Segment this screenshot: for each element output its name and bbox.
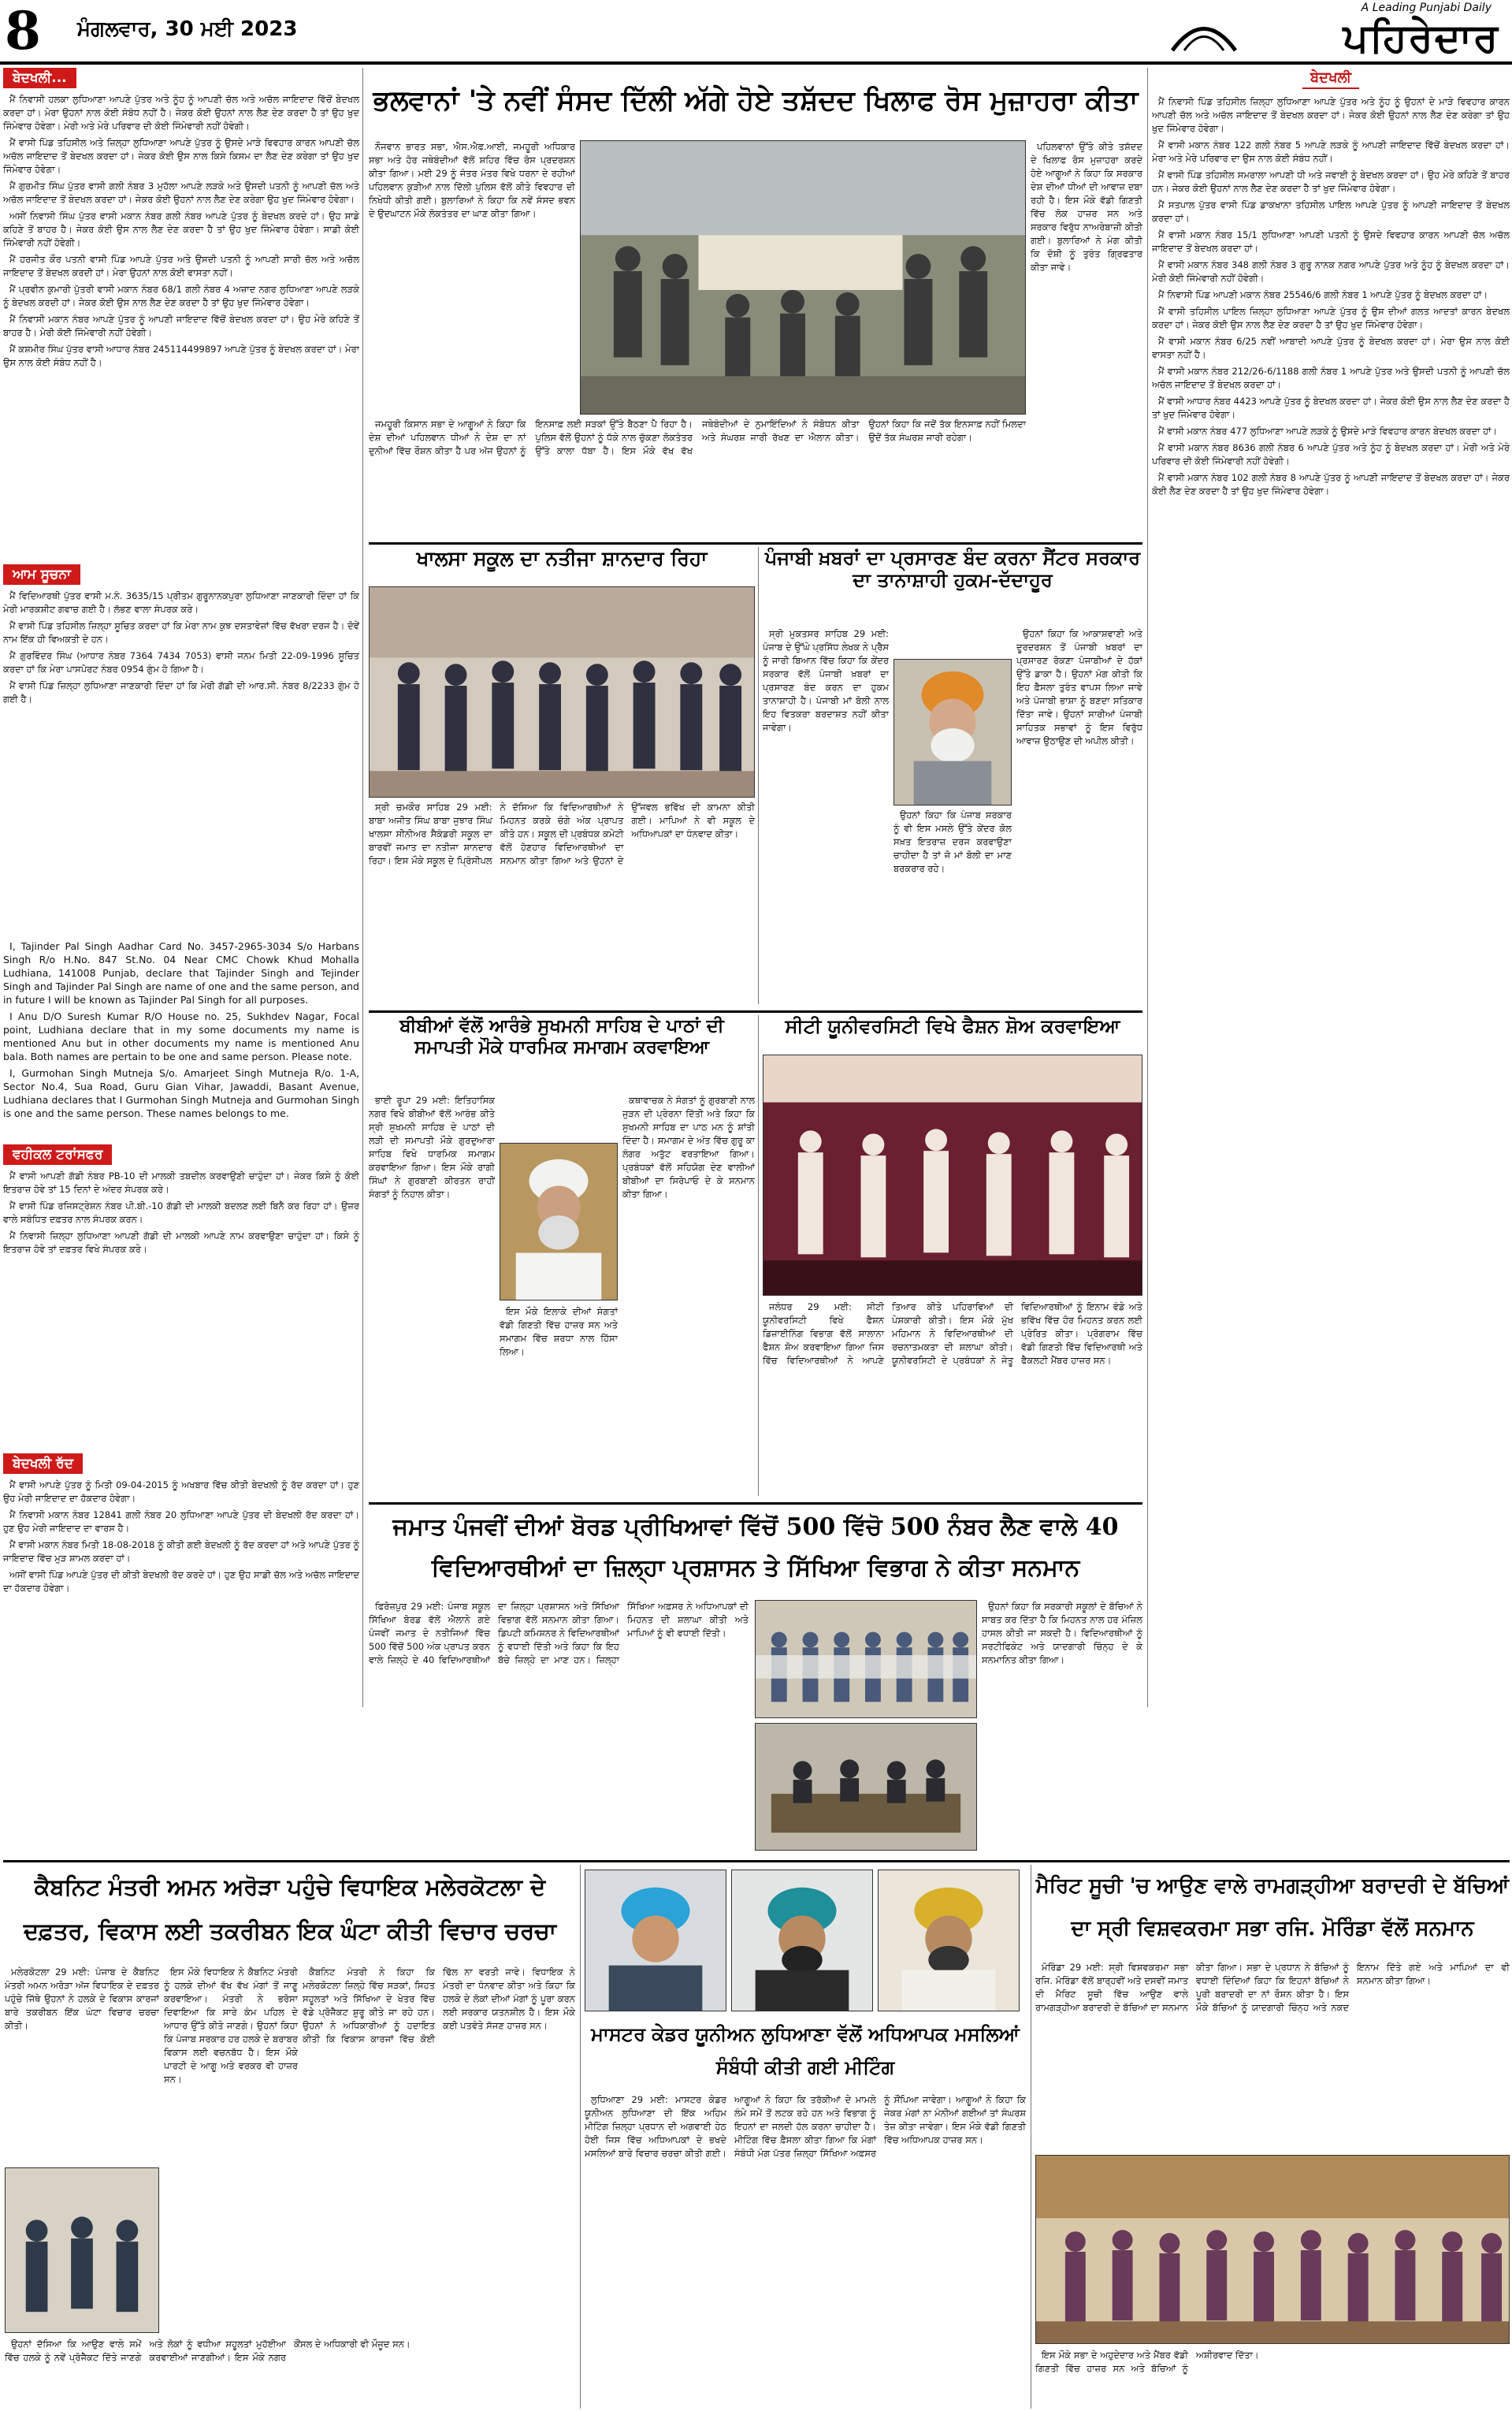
minister-story-text-right: ਕੈਬਨਿਟ ਮੰਤਰੀ ਨੇ ਕਿਹਾ ਕਿ ਮਲੇਰਕੋਟਲਾ ਜ਼ਿਲ੍ਹੇ ਵਿੱਚ ਸੜਕਾਂ, ਸਿਹਤ ਸਹੂਲਤਾਂ ਅਤੇ ਸਿੱਖਿਆ ਦੇ ਖੇਤਰ ਵਿੱਚ ਵੱਡੇ ਪ੍ਰੋਜੈਕਟ ਸ਼ੁਰੂ ਕੀਤੇ ਜਾ ਰਹੇ ਹਨ। ਉਹਨਾਂ ਨੇ ਅਧਿਕਾਰੀਆਂ ਨੂੰ ਹਦਾਇਤ ਕੀਤੀ ਕਿ ਵਿਕਾਸ ਕਾਰਜਾਂ ਵਿੱਚ ਕੋਈ ਢਿੱਲ ਨਾ ਵਰਤੀ ਜਾਵੇ। ਵਿਧਾਇਕ ਨੇ ਮੰਤਰੀ ਦਾ ਧੰਨਵਾਦ ਕੀਤਾ ਅਤੇ ਕਿਹਾ ਕਿ ਹਲਕੇ ਦੇ ਲੋਕਾਂ ਦੀਆਂ ਮੰਗਾਂ ਨੂੰ ਪੂਰਾ ਕਰਨ ਲਈ ਸਰਕਾਰ ਯਤਨਸ਼ੀਲ ਹੈ। ਇਸ ਮੌਕੇ ਕਈ ਪਤਵੰਤੇ ਸੱਜਣ ਹਾਜ਼ਰ ਸਨ।: [303, 1966, 575, 2045]
minister-meeting-photo: [5, 2167, 159, 2333]
board-story-text-left: ਫਿਰੋਜ਼ਪੁਰ 29 ਮਈ: ਪੰਜਾਬ ਸਕੂਲ ਸਿੱਖਿਆ ਬੋਰਡ ਵੱਲੋਂ ਐਲਾਨੇ ਗਏ ਪੰਜਵੀਂ ਜਮਾਤ ਦੇ ਨਤੀਜਿਆਂ ਵਿੱਚ 500 ਵਿੱਚੋਂ 500 ਅੰਕ ਪ੍ਰਾਪਤ ਕਰਨ ਵਾਲੇ ਜ਼ਿਲ੍ਹੇ ਦੇ 40 ਵਿਦਿਆਰਥੀਆਂ ਦਾ ਜ਼ਿਲ੍ਹਾ ਪ੍ਰਸ਼ਾਸਨ ਅਤੇ ਸਿੱਖਿਆ ਵਿਭਾਗ ਵੱਲੋਂ ਸਨਮਾਨ ਕੀਤਾ ਗਿਆ। ਡਿਪਟੀ ਕਮਿਸ਼ਨਰ ਨੇ ਵਿਦਿਆਰਥੀਆਂ ਨੂੰ ਵਧਾਈ ਦਿੱਤੀ ਅਤੇ ਕਿਹਾ ਕਿ ਇਹ ਬੱਚੇ ਜ਼ਿਲ੍ਹੇ ਦਾ ਮਾਣ ਹਨ। ਜ਼ਿਲ੍ਹਾ ਸਿੱਖਿਆ ਅਫ਼ਸਰ ਨੇ ਅਧਿਆਪਕਾਂ ਦੀ ਮਿਹਨਤ ਦੀ ਸ਼ਲਾਘਾ ਕੀਤੀ ਅਤੇ ਮਾਪਿਆਂ ਨੂੰ ਵੀ ਵਧਾਈ ਦਿੱਤੀ।: [369, 1601, 749, 1665]
cadre-portrait-photo-3: [878, 1870, 1020, 2011]
merit-story-text-bottom: ਇਸ ਮੌਕੇ ਸਭਾ ਦੇ ਅਹੁਦੇਦਾਰ ਅਤੇ ਮੈਂਬਰ ਵੱਡੀ ਗਿਣਤੀ ਵਿੱਚ ਹਾਜ਼ਰ ਸਨ ਅਤੇ ਬੱਚਿਆਂ ਨੂੰ ਅਸ਼ੀਰਵਾਦ ਦਿੱਤਾ।: [1035, 2350, 1259, 2374]
english-notice: I, Tajinder Pal Singh Aadhar Card No. 3457-2965-3034 S/o Harbans Singh R/o H.No. 847 St.No. 04 Near CMC Chowk Khud Mohalla Ludhiana, 141008 Punjab, declare that Tajinder Singh and Tejinder Singh and Tajinder Pal Singh are name of one and the same person, and in future I will be known as Tajinder Pal Singh for all purposes.: [3, 940, 359, 1006]
right-bedakhli-notices: ਮੈਂ ਨਿਵਾਸੀ ਪਿੰਡ ਤਹਿਸੀਲ ਜ਼ਿਲ੍ਹਾ ਲੁਧਿਆਣਾ ਆਪਣੇ ਪੁੱਤਰ ਅਤੇ ਨੂੰਹ ਨੂੰ ਉਹਨਾਂ ਦੇ ਮਾੜੇ ਵਿਵਹਾਰ ਕਾਰਨ ਆਪਣੀ ਚੱਲ ਅਤੇ ਅਚੱਲ ਜਾਇਦਾਦ ਤੋਂ ਬੇਦਖਲ ਕਰਦਾ ਹਾਂ। ਜੇਕਰ ਕੋਈ ਉਹਨਾਂ ਨਾਲ ਲੈਣ ਦੇਣ ਕਰੇਗਾ ਤਾਂ ਉਹ ਖੁਦ ਜਿੰਮੇਵਾਰ ਹੋਵੇਗਾ। ਮੈਂ ਵਾਸੀ ਮਕਾਨ ਨੰਬਰ 122 ਗਲੀ ਨੰਬਰ 5 ਆਪਣੇ ਲੜਕੇ ਨੂੰ ਆਪਣੀ ਜਾਇਦਾਦ ਵਿੱਚੋਂ ਬੇਦਖਲ ਕਰਦਾ ਹਾਂ। ਮੇਰਾ ਅਤੇ ਮੇਰੇ ਪਰਿਵਾਰ ਦਾ ਉਸ ਨਾਲ ਕੋਈ ਸੰਬੰਧ ਨਹੀਂ। ਮੈਂ ਵਾਸੀ ਪਿੰਡ ਤਹਿਸੀਲ ਸਮਰਾਲਾ ਆਪਣੀ ਧੀ ਅਤੇ ਜਵਾਈ ਨੂੰ ਬੇਦਖਲ ਕਰਦਾ ਹਾਂ। ਉਹ ਮੇਰੇ ਕਹਿਣੇ ਤੋਂ ਬਾਹਰ ਹਨ। ਜੇਕਰ ਕੋਈ ਉਹਨਾਂ ਨਾਲ ਲੈਣ ਦੇਣ ਕਰਦਾ ਹੈ ਤਾਂ ਖੁਦ ਜਿੰਮੇਵਾਰ ਹੋਵੇਗਾ। ਮੈਂ ਸਤਪਾਲ ਪੁੱਤਰ ਵਾਸੀ ਪਿੰਡ ਡਾਕਖਾਨਾ ਤਹਿਸੀਲ ਪਾਇਲ ਆਪਣੇ ਪੁੱਤਰ ਨੂੰ ਆਪਣੀ ਜਾਇਦਾਦ ਤੋਂ ਬੇਦਖਲ ਕਰਦਾ ਹਾਂ। ਮੈਂ ਵਾਸੀ ਮਕਾਨ ਨੰਬਰ 15/1 ਲੁਧਿਆਣਾ ਆਪਣੀ ਪਤਨੀ ਨੂੰ ਉਸਦੇ ਵਿਵਹਾਰ ਕਾਰਨ ਆਪਣੀ ਚੱਲ ਅਚੱਲ ਜਾਇਦਾਦ ਤੋਂ ਬੇਦਖਲ ਕਰਦਾ ਹਾਂ। ਮੈਂ ਵਾਸੀ ਮਕਾਨ ਨੰਬਰ 348 ਗਲੀ ਨੰਬਰ 3 ਗੁਰੂ ਨਾਨਕ ਨਗਰ ਆਪਣੇ ਪੁੱਤਰ ਅਤੇ ਨੂੰਹ ਨੂੰ ਬੇਦਖਲ ਕਰਦਾ ਹਾਂ। ਮੇਰੀ ਕੋਈ ਜਿੰਮੇਵਾਰੀ ਨਹੀਂ ਹੋਵੇਗੀ। ਮੈਂ ਨਿਵਾਸੀ ਪਿੰਡ ਆਪਣੀ ਮਕਾਨ ਨੰਬਰ 25546/6 ਗਲੀ ਨੰਬਰ 1 ਆਪਣੇ ਪੁੱਤਰ ਨੂੰ ਬੇਦਖਲ ਕਰਦਾ ਹਾਂ। ਮੈਂ ਵਾਸੀ ਤਹਿਸੀਲ ਪਾਇਲ ਜ਼ਿਲ੍ਹਾ ਲੁਧਿਆਣਾ ਆਪਣੇ ਪੁੱਤਰ ਨੂੰ ਉਸ ਦੀਆਂ ਗਲਤ ਆਦਤਾਂ ਕਾਰਨ ਬੇਦਖਲ ਕਰਦਾ ਹਾਂ। ਜੇਕਰ ਕੋਈ ਉਸ ਨਾਲ ਲੈਣ ਦੇਣ ਕਰਦਾ ਹੈ ਤਾਂ ਉਹ ਖੁਦ ਜਿੰਮੇਵਾਰ ਹੋਵੇਗਾ। ਮੈਂ ਵਾਸੀ ਮਕਾਨ ਨੰਬਰ 6/25 ਨਵੀਂ ਆਬਾਦੀ ਆਪਣੇ ਪੁੱਤਰ ਨੂੰ ਬੇਦਖਲ ਕਰਦਾ ਹਾਂ। ਮੇਰਾ ਉਸ ਨਾਲ ਕੋਈ ਵਾਸਤਾ ਨਹੀਂ ਹੈ। ਮੈਂ ਵਾਸੀ ਮਕਾਨ ਨੰਬਰ 212/26-6/1188 ਗਲੀ ਨੰਬਰ 1 ਆਪਣੇ ਪੁੱਤਰ ਅਤੇ ਉਸਦੀ ਪਤਨੀ ਨੂੰ ਆਪਣੀ ਚੱਲ ਅਚੱਲ ਜਾਇਦਾਦ ਤੋਂ ਬੇਦਖਲ ਕਰਦਾ ਹਾਂ। ਮੈਂ ਵਾਸੀ ਆਧਾਰ ਨੰਬਰ 4423 ਆਪਣੇ ਪੁੱਤਰ ਨੂੰ ਬੇਦਖਲ ਕਰਦਾ ਹਾਂ। ਜੇਕਰ ਕੋਈ ਉਸ ਨਾਲ ਲੈਣ ਦੇਣ ਕਰਦਾ ਹੈ ਤਾਂ ਖੁਦ ਜਿੰਮੇਵਾਰ ਹੋਵੇਗਾ। ਮੈਂ ਵਾਸੀ ਮਕਾਨ ਨੰਬਰ 477 ਲੁਧਿਆਣਾ ਆਪਣੇ ਲੜਕੇ ਨੂੰ ਉਸਦੇ ਮਾੜੇ ਵਿਵਹਾਰ ਕਾਰਨ ਬੇਦਖਲ ਕਰਦਾ ਹਾਂ। ਮੈਂ ਵਾਸੀ ਮਕਾਨ ਨੰਬਰ 8636 ਗਲੀ ਨੰਬਰ 6 ਆਪਣੇ ਪੁੱਤਰ ਅਤੇ ਨੂੰਹ ਨੂੰ ਬੇਦਖਲ ਕਰਦਾ ਹਾਂ। ਮੇਰੀ ਅਤੇ ਮੇਰੇ ਪਰਿਵਾਰ ਦੀ ਕੋਈ ਜਿੰਮੇਵਾਰੀ ਨਹੀਂ ਹੋਵੇਗੀ। ਮੈਂ ਵਾਸੀ ਮਕਾਨ ਨੰਬਰ 102 ਗਲੀ ਨੰਬਰ 8 ਆਪਣੇ ਪੁੱਤਰ ਨੂੰ ਆਪਣੀ ਜਾਇਦਾਦ ਤੋਂ ਬੇਦਖਲ ਕਰਦਾ ਹਾਂ। ਜੇਕਰ ਕੋਈ ਲੈਣ ਦੇਣ ਕਰਦਾ ਹੈ ਤਾਂ ਉਹ ਖੁਦ ਜਿੰਮੇਵਾਰ ਹੋਵੇਗਾ।: [1152, 96, 1510, 497]
merit-award-photo: [1035, 2155, 1510, 2344]
page-number: 8: [5, 0, 41, 61]
cadre-portrait-photo-2: [731, 1870, 873, 2011]
bibiyan-headline-block: [369, 1015, 755, 1089]
lead-headline: ਭਲਵਾਨਾਂ 'ਤੇ ਨਵੀਂ ਸੰਸਦ ਦਿੱਲੀ ਅੱਗੇ ਹੋਏ ਤਸ਼ੱਦਦ ਖਿਲਾਫ ਰੋਸ ਮੁਜ਼ਾਹਰਾ ਕੀਤਾ: [373, 84, 1139, 117]
board-story-text-right: ਉਹਨਾਂ ਕਿਹਾ ਕਿ ਸਰਕਾਰੀ ਸਕੂਲਾਂ ਦੇ ਬੱਚਿਆਂ ਨੇ ਸਾਬਤ ਕਰ ਦਿੱਤਾ ਹੈ ਕਿ ਮਿਹਨਤ ਨਾਲ ਹਰ ਮੰਜ਼ਿਲ ਹਾਸਲ ਕੀਤੀ ਜਾ ਸਕਦੀ ਹੈ। ਵਿਦਿਆਰਥੀਆਂ ਨੂੰ ਸਰਟੀਫਿਕੇਟ ਅਤੇ ਯਾਦਗਾਰੀ ਚਿੰਨ੍ਹ ਦੇ ਕੇ ਸਨਮਾਨਿਤ ਕੀਤਾ ਗਿਆ।: [982, 1601, 1142, 1665]
minister-headline-block: [5, 1865, 575, 1959]
cadre-portrait-photo-1: [585, 1870, 726, 2011]
bibiyan-text-left: ਭਾਈ ਰੂਪਾ 29 ਮਈ: ਇਤਿਹਾਸਿਕ ਨਗਰ ਵਿਖੇ ਬੀਬੀਆਂ ਵੱਲੋਂ ਆਰੰਭ ਕੀਤੇ ਸ੍ਰੀ ਸੁਖਮਨੀ ਸਾਹਿਬ ਦੇ ਪਾਠਾਂ ਦੀ ਲੜੀ ਦੀ ਸਮਾਪਤੀ ਮੌਕੇ ਗੁਰਦੁਆਰਾ ਸਾਹਿਬ ਵਿਖੇ ਧਾਰਮਿਕ ਸਮਾਗਮ ਕਰਵਾਇਆ ਗਿਆ। ਇਸ ਮੌਕੇ ਰਾਗੀ ਸਿੰਘਾਂ ਨੇ ਗੁਰਬਾਣੀ ਕੀਰਤਨ ਰਾਹੀਂ ਸੰਗਤਾਂ ਨੂੰ ਨਿਹਾਲ ਕੀਤਾ।: [369, 1095, 495, 1200]
story-divider: [369, 542, 1142, 545]
story-divider: [3, 1860, 1510, 1862]
column-divider: [362, 68, 363, 1707]
story-divider: [369, 1010, 1142, 1013]
issue-date: ਮੰਗਲਵਾਰ, 30 ਮਈ 2023: [77, 17, 298, 41]
protest-photo: [580, 140, 1026, 415]
masthead: [1161, 0, 1507, 61]
punjabi-news-text-left: ਸ੍ਰੀ ਮੁਕਤਸਰ ਸਾਹਿਬ 29 ਮਈ: ਪੰਜਾਬ ਦੇ ਉੱਘੇ ਪ੍ਰਸਿੱਧ ਲੇਖਕ ਨੇ ਪ੍ਰੈਸ ਨੂੰ ਜਾਰੀ ਬਿਆਨ ਵਿੱਚ ਕਿਹਾ ਕਿ ਕੇਂਦਰ ਸਰਕਾਰ ਵੱਲੋਂ ਪੰਜਾਬੀ ਖ਼ਬਰਾਂ ਦਾ ਪ੍ਰਸਾਰਣ ਬੰਦ ਕਰਨ ਦਾ ਹੁਕਮ ਤਾਨਾਸ਼ਾਹੀ ਹੈ। ਪੰਜਾਬੀ ਮਾਂ ਬੋਲੀ ਨਾਲ ਇਹ ਵਿਤਕਰਾ ਬਰਦਾਸ਼ਤ ਨਹੀਂ ਕੀਤਾ ਜਾਵੇਗਾ।: [763, 628, 889, 733]
bedakhli-notices: ਮੈਂ ਨਿਵਾਸੀ ਹਲਕਾ ਲੁਧਿਆਣਾ ਆਪਣੇ ਪੁੱਤਰ ਅਤੇ ਨੂੰਹ ਨੂੰ ਆਪਣੀ ਚੱਲ ਅਤੇ ਅਚੱਲ ਜਾਇਦਾਦ ਵਿੱਚੋਂ ਬੇਦਖਲ ਕਰਦਾ ਹਾਂ। ਮੇਰਾ ਉਹਨਾਂ ਨਾਲ ਕੋਈ ਸੰਬੰਧ ਨਹੀਂ ਹੈ। ਜੇਕਰ ਕੋਈ ਉਹਨਾਂ ਨਾਲ ਲੈਣ ਦੇਣ ਕਰਦਾ ਹੈ ਤਾਂ ਉਹ ਖੁਦ ਜਿੰਮੇਵਾਰ ਹੋਵੇਗਾ। ਮੇਰੀ ਅਤੇ ਮੇਰੇ ਪਰਿਵਾਰ ਦੀ ਕੋਈ ਜਿੰਮੇਵਾਰੀ ਨਹੀਂ ਹੋਵੇਗੀ। ਮੈਂ ਵਾਸੀ ਪਿੰਡ ਤਹਿਸੀਲ ਅਤੇ ਜ਼ਿਲ੍ਹਾ ਲੁਧਿਆਣਾ ਆਪਣੇ ਪੁੱਤਰ ਨੂੰ ਉਸਦੇ ਮਾੜੇ ਵਿਵਹਾਰ ਕਾਰਨ ਆਪਣੀ ਚੱਲ ਅਚੱਲ ਜਾਇਦਾਦ ਤੋਂ ਬੇਦਖਲ ਕਰਦਾ ਹਾਂ। ਜੇਕਰ ਕੋਈ ਉਸ ਨਾਲ ਕਿਸੇ ਕਿਸਮ ਦਾ ਲੈਣ ਦੇਣ ਕਰੇਗਾ ਤਾਂ ਉਹ ਖੁਦ ਜਿੰਮੇਵਾਰ ਹੋਵੇਗਾ। ਮੈਂ ਗੁਰਮੀਤ ਸਿੰਘ ਪੁੱਤਰ ਵਾਸੀ ਗਲੀ ਨੰਬਰ 3 ਮੁਹੱਲਾ ਆਪਣੇ ਲੜਕੇ ਅਤੇ ਉਸਦੀ ਪਤਨੀ ਨੂੰ ਆਪਣੀ ਚੱਲ ਅਤੇ ਅਚੱਲ ਜਾਇਦਾਦ ਤੋਂ ਬੇਦਖਲ ਕਰਦਾ ਹਾਂ। ਜੇਕਰ ਕੋਈ ਉਹਨਾਂ ਨਾਲ ਲੈਣ ਦੇਣ ਕਰੇਗਾ ਉਹ ਖੁਦ ਜਿੰਮੇਵਾਰ ਹੋਵੇਗਾ। ਅਸੀਂ ਨਿਵਾਸੀ ਸਿੰਘ ਪੁੱਤਰ ਵਾਸੀ ਮਕਾਨ ਨੰਬਰ ਗਲੀ ਨੰਬਰ ਆਪਣੇ ਪੁੱਤਰ ਨੂੰ ਬੇਦਖਲ ਕਰਦੇ ਹਾਂ। ਉਹ ਸਾਡੇ ਕਹਿਣੇ ਤੋਂ ਬਾਹਰ ਹੈ। ਜੇਕਰ ਕੋਈ ਉਸ ਨਾਲ ਲੈਣ ਦੇਣ ਕਰਦਾ ਹੈ ਤਾਂ ਉਹ ਖੁਦ ਜਿੰਮੇਵਾਰ ਹੋਵੇਗਾ। ਸਾਡੀ ਕੋਈ ਜਿੰਮੇਵਾਰੀ ਨਹੀਂ ਹੋਵੇਗੀ। ਮੈਂ ਹਰਜੀਤ ਕੌਰ ਪਤਨੀ ਵਾਸੀ ਪਿੰਡ ਆਪਣੇ ਪੁੱਤਰ ਅਤੇ ਉਸਦੀ ਪਤਨੀ ਨੂੰ ਆਪਣੀ ਸਾਰੀ ਚੱਲ ਅਤੇ ਅਚੱਲ ਜਾਇਦਾਦ ਤੋਂ ਬੇਦਖਲ ਕਰਦੀ ਹਾਂ। ਮੇਰਾ ਉਹਨਾਂ ਨਾਲ ਕੋਈ ਵਾਸਤਾ ਨਹੀਂ। ਮੈਂ ਪ੍ਰਵੀਨ ਕੁਮਾਰੀ ਪੁੱਤਰੀ ਵਾਸੀ ਮਕਾਨ ਨੰਬਰ 68/1 ਗਲੀ ਨੰਬਰ 4 ਅਜ਼ਾਦ ਨਗਰ ਲੁਧਿਆਣਾ ਆਪਣੇ ਲੜਕੇ ਨੂੰ ਬੇਦਖਲ ਕਰਦੀ ਹਾਂ। ਜੇਕਰ ਕੋਈ ਉਸ ਨਾਲ ਲੈਣ ਦੇਣ ਕਰਦਾ ਹੈ ਤਾਂ ਉਹ ਖੁਦ ਜਿੰਮੇਵਾਰ ਹੋਵੇਗਾ। ਮੈਂ ਨਿਵਾਸੀ ਮਕਾਨ ਨੰਬਰ ਆਪਣੇ ਪੁੱਤਰ ਨੂੰ ਆਪਣੀ ਜਾਇਦਾਦ ਵਿੱਚੋਂ ਬੇਦਖਲ ਕਰਦਾ ਹਾਂ। ਉਹ ਮੇਰੇ ਕਹਿਣੇ ਤੋਂ ਬਾਹਰ ਹੈ। ਮੇਰੀ ਕੋਈ ਜਿੰਮੇਵਾਰੀ ਨਹੀਂ ਹੋਵੇਗੀ। ਮੈਂ ਕਸ਼ਮੀਰ ਸਿੰਘ ਪੁੱਤਰ ਵਾਸੀ ਆਧਾਰ ਨੰਬਰ 245114499897 ਆਪਣੇ ਪੁੱਤਰ ਨੂੰ ਬੇਦਖਲ ਕਰਦਾ ਹਾਂ। ਮੇਰਾ ਉਸ ਨਾਲ ਕੋਈ ਸੰਬੰਧ ਨਹੀਂ ਹੈ।: [3, 94, 359, 368]
punjabi-news-text-mid: ਉਹਨਾਂ ਕਿਹਾ ਕਿ ਪੰਜਾਬ ਸਰਕਾਰ ਨੂੰ ਵੀ ਇਸ ਮਸਲੇ ਉੱਤੇ ਕੇਂਦਰ ਕੋਲ ਸਖ਼ਤ ਇਤਰਾਜ਼ ਦਰਜ ਕਰਵਾਉਣਾ ਚਾਹੀਦਾ ਹੈ ਤਾਂ ਜੋ ਮਾਂ ਬੋਲੀ ਦਾ ਮਾਣ ਬਰਕਰਾਰ ਰਹੇ।: [893, 809, 1012, 874]
newspaper-logo: ਪਹਿਰੇਦਾਰ: [1343, 14, 1499, 61]
bibiyan-text-mid: ਇਸ ਮੌਕੇ ਇਲਾਕੇ ਦੀਆਂ ਸੰਗਤਾਂ ਵੱਡੀ ਗਿਣਤੀ ਵਿੱਚ ਹਾਜ਼ਰ ਸਨ ਅਤੇ ਸਮਾਗਮ ਵਿੱਚ ਸ਼ਰਧਾ ਨਾਲ ਹਿੱਸਾ ਲਿਆ।: [500, 1306, 618, 1357]
section-title-bedakhli-radd: ਬੇਦਖਲੀ ਰੱਦ: [3, 1453, 83, 1474]
khalsa-headline: ਖਾਲਸਾ ਸਕੂਲ ਦਾ ਨਤੀਜਾ ਸ਼ਾਨਦਾਰ ਰਿਹਾ: [416, 547, 708, 570]
punjabi-news-headline-block: [763, 547, 1142, 623]
lead-story-text-right: ਪਹਿਲਵਾਨਾਂ ਉੱਤੇ ਕੀਤੇ ਤਸ਼ੱਦਦ ਦੇ ਖਿਲਾਫ ਰੋਸ ਮੁਜ਼ਾਹਰਾ ਕਰਦੇ ਹੋਏ ਆਗੂਆਂ ਨੇ ਕਿਹਾ ਕਿ ਸਰਕਾਰ ਦੇਸ਼ ਦੀਆਂ ਧੀਆਂ ਦੀ ਆਵਾਜ਼ ਦਬਾ ਰਹੀ ਹੈ। ਇਸ ਮੌਕੇ ਵੱਡੀ ਗਿਣਤੀ ਵਿੱਚ ਲੋਕ ਹਾਜ਼ਰ ਸਨ ਅਤੇ ਸਰਕਾਰ ਵਿਰੁੱਧ ਨਾਅਰੇਬਾਜ਼ੀ ਕੀਤੀ ਗਈ। ਬੁਲਾਰਿਆਂ ਨੇ ਮੰਗ ਕੀਤੀ ਕਿ ਦੋਸ਼ੀ ਨੂੰ ਤੁਰੰਤ ਗ੍ਰਿਫਤਾਰ ਕੀਤਾ ਜਾਵੇ।: [1031, 141, 1142, 273]
column-divider: [758, 547, 759, 1004]
page-header: [0, 0, 1512, 65]
ct-story-text: ਜਲੰਧਰ 29 ਮਈ: ਸੀਟੀ ਯੂਨੀਵਰਸਿਟੀ ਵਿਖੇ ਫੈਸ਼ਨ ਡਿਜ਼ਾਈਨਿੰਗ ਵਿਭਾਗ ਵੱਲੋਂ ਸਾਲਾਨਾ ਫੈਸ਼ਨ ਸ਼ੋਅ ਕਰਵਾਇਆ ਗਿਆ ਜਿਸ ਵਿੱਚ ਵਿਦਿਆਰਥੀਆਂ ਨੇ ਆਪਣੇ ਤਿਆਰ ਕੀਤੇ ਪਹਿਰਾਵਿਆਂ ਦੀ ਪੇਸ਼ਕਾਰੀ ਕੀਤੀ। ਇਸ ਮੌਕੇ ਮੁੱਖ ਮਹਿਮਾਨ ਨੇ ਵਿਦਿਆਰਥੀਆਂ ਦੀ ਰਚਨਾਤਮਕਤਾ ਦੀ ਸ਼ਲਾਘਾ ਕੀਤੀ। ਯੂਨੀਵਰਸਿਟੀ ਦੇ ਪ੍ਰਬੰਧਕਾਂ ਨੇ ਜੇਤੂ ਵਿਦਿਆਰਥੀਆਂ ਨੂੰ ਇਨਾਮ ਵੰਡੇ ਅਤੇ ਭਵਿੱਖ ਵਿੱਚ ਹੋਰ ਮਿਹਨਤ ਕਰਨ ਲਈ ਪ੍ਰੇਰਿਤ ਕੀਤਾ। ਪ੍ਰੋਗਰਾਮ ਵਿੱਚ ਵੱਡੀ ਗਿਣਤੀ ਵਿੱਚ ਵਿਦਿਆਰਥੀ ਅਤੇ ਫੈਕਲਟੀ ਮੈਂਬਰ ਹਾਜ਼ਰ ਸਨ।: [763, 1301, 1142, 1366]
english-notice: I Anu D/O Suresh Kumar R/O House no. 25, Sukhdev Nagar, Focal point, Ludhiana declare that in my some documents my name is mentioned Anu but in other documents my name is mentioned Anu bala. Both names are pertain to be one and same person. Please note.: [3, 1010, 359, 1062]
ct-headline-block: [763, 1015, 1142, 1051]
right-classifieds-column: [1152, 68, 1510, 1723]
column-divider: [758, 1015, 759, 1496]
cadre-headline: ਮਾਸਟਰ ਕੇਡਰ ਯੂਨੀਅਨ ਲੁਧਿਆਣਾ ਵੱਲੋਂ ਅਧਿਆਪਕ ਮਸਲਿਆਂ ਸੰਬੰਧੀ ਕੀਤੀ ਗਈ ਮੀਟਿੰਗ: [591, 2022, 1020, 2078]
khalsa-story-text: ਸ੍ਰੀ ਚਮਕੌਰ ਸਾਹਿਬ 29 ਮਈ: ਬਾਬਾ ਅਜੀਤ ਸਿੰਘ ਬਾਬਾ ਜੁਝਾਰ ਸਿੰਘ ਖਾਲਸਾ ਸੀਨੀਅਰ ਸੈਕੰਡਰੀ ਸਕੂਲ ਦਾ ਬਾਰਵੀਂ ਜਮਾਤ ਦਾ ਨਤੀਜਾ ਸ਼ਾਨਦਾਰ ਰਿਹਾ। ਇਸ ਮੌਕੇ ਸਕੂਲ ਦੇ ਪ੍ਰਿੰਸੀਪਲ ਨੇ ਦੱਸਿਆ ਕਿ ਵਿਦਿਆਰਥੀਆਂ ਨੇ ਮਿਹਨਤ ਕਰਕੇ ਚੰਗੇ ਅੰਕ ਪ੍ਰਾਪਤ ਕੀਤੇ ਹਨ। ਸਕੂਲ ਦੀ ਪ੍ਰਬੰਧਕ ਕਮੇਟੀ ਵੱਲੋਂ ਹੋਣਹਾਰ ਵਿਦਿਆਰਥੀਆਂ ਦਾ ਸਨਮਾਨ ਕੀਤਾ ਗਿਆ ਅਤੇ ਉਹਨਾਂ ਦੇ ਉੱਜਵਲ ਭਵਿੱਖ ਦੀ ਕਾਮਨਾ ਕੀਤੀ ਗਈ। ਮਾਪਿਆਂ ਨੇ ਵੀ ਸਕੂਲ ਦੇ ਅਧਿਆਪਕਾਂ ਦਾ ਧੰਨਵਾਦ ਕੀਤਾ।: [369, 802, 755, 866]
minister-story-text-bottom: ਉਹਨਾਂ ਦੱਸਿਆ ਕਿ ਆਉਣ ਵਾਲੇ ਸਮੇਂ ਵਿੱਚ ਹਲਕੇ ਨੂੰ ਨਵੇਂ ਪ੍ਰੋਜੈਕਟ ਦਿੱਤੇ ਜਾਣਗੇ ਅਤੇ ਲੋਕਾਂ ਨੂੰ ਵਧੀਆ ਸਹੂਲਤਾਂ ਮੁਹੱਈਆ ਕਰਵਾਈਆਂ ਜਾਣਗੀਆਂ। ਇਸ ਮੌਕੇ ਨਗਰ ਕੌਂਸਲ ਦੇ ਅਧਿਕਾਰੀ ਵੀ ਮੌਜੂਦ ਸਨ।: [5, 2338, 411, 2363]
column-divider: [1147, 68, 1148, 1707]
board-headline: ਜਮਾਤ ਪੰਜਵੀਂ ਦੀਆਂ ਬੋਰਡ ਪ੍ਰੀਖਿਆਵਾਂ ਵਿੱਚੋਂ 500 ਵਿੱਚੋ 500 ਨੰਬਰ ਲੈਣ ਵਾਲੇ 40 ਵਿਦਿਆਰਥੀਆਂ ਦਾ ਜ਼ਿਲ੍ਹਾ ਪ੍ਰਸ਼ਾਸਨ ਤੇ ਸਿੱਖਿਆ ਵਿਭਾਗ ਨੇ ਕੀਤਾ ਸਨਮਾਨ: [392, 1513, 1119, 1582]
minister-story-text-left: ਮਲੇਰਕੋਟਲਾ 29 ਮਈ: ਪੰਜਾਬ ਦੇ ਕੈਬਨਿਟ ਮੰਤਰੀ ਅਮਨ ਅਰੋੜਾ ਅੱਜ ਵਿਧਾਇਕ ਦੇ ਦਫ਼ਤਰ ਪਹੁੰਚੇ ਜਿੱਥੇ ਉਹਨਾਂ ਨੇ ਹਲਕੇ ਦੇ ਵਿਕਾਸ ਕਾਰਜਾਂ ਬਾਰੇ ਤਕਰੀਬਨ ਇੱਕ ਘੰਟਾ ਵਿਚਾਰ ਚਰਚਾ ਕੀਤੀ।: [5, 1966, 159, 2031]
merit-headline-block: [1035, 1865, 1510, 1955]
story-divider: [369, 1502, 1142, 1505]
fashion-show-photo: [763, 1055, 1142, 1296]
ct-headline: ਸੀਟੀ ਯੂਨੀਵਰਸਿਟੀ ਵਿਖੇ ਫੈਸ਼ਨ ਸ਼ੋਅ ਕਰਵਾਇਆ: [785, 1015, 1120, 1037]
lead-story-text-bottom: ਜਮਹੂਰੀ ਕਿਸਾਨ ਸਭਾ ਦੇ ਆਗੂਆਂ ਨੇ ਕਿਹਾ ਕਿ ਦੇਸ਼ ਦੀਆਂ ਪਹਿਲਵਾਨ ਧੀਆਂ ਨੇ ਦੇਸ਼ ਦਾ ਨਾਂ ਦੁਨੀਆਂ ਵਿੱਚ ਰੌਸ਼ਨ ਕੀਤਾ ਹੈ ਪਰ ਅੱਜ ਉਹਨਾਂ ਨੂੰ ਇਨਸਾਫ਼ ਲਈ ਸੜਕਾਂ ਉੱਤੇ ਬੈਠਣਾ ਪੈ ਰਿਹਾ ਹੈ। ਪੁਲਿਸ ਵੱਲੋਂ ਉਹਨਾਂ ਨੂੰ ਧੱਕੇ ਨਾਲ ਚੁੱਕਣਾ ਲੋਕਤੰਤਰ ਉੱਤੇ ਕਾਲਾ ਧੱਬਾ ਹੈ। ਇਸ ਮੌਕੇ ਵੱਖ ਵੱਖ ਜਥੇਬੰਦੀਆਂ ਦੇ ਨੁਮਾਇੰਦਿਆਂ ਨੇ ਸੰਬੋਧਨ ਕੀਤਾ ਅਤੇ ਸੰਘਰਸ਼ ਜਾਰੀ ਰੱਖਣ ਦਾ ਐਲਾਨ ਕੀਤਾ। ਉਹਨਾਂ ਕਿਹਾ ਕਿ ਜਦੋਂ ਤੱਕ ਇਨਸਾਫ਼ ਨਹੀਂ ਮਿਲਦਾ ਉਦੋਂ ਤੱਕ ਸੰਘਰਸ਼ ਜਾਰੀ ਰਹੇਗਾ।: [369, 419, 1026, 456]
section-title-aam-suchna: ਆਮ ਸੂਚਨਾ: [3, 564, 80, 585]
merit-headline: ਮੈਰਿਟ ਸੂਚੀ 'ਚ ਆਉਣ ਵਾਲੇ ਰਾਮਗੜ੍ਹੀਆ ਬਰਾਦਰੀ ਦੇ ਬੱਚਿਆਂ ਦਾ ਸ੍ਰੀ ਵਿਸ਼ਵਕਰਮਾ ਸਭਾ ਰਜਿ. ਮੋਰਿੰਡਾ ਵੱਲੋਂ ਸਨਮਾਨ: [1035, 1874, 1510, 1940]
board-students-photo: [755, 1600, 977, 1718]
minister-headline: ਕੈਬਨਿਟ ਮੰਤਰੀ ਅਮਨ ਅਰੋੜਾ ਪਹੁੰਚੇ ਵਿਧਾਇਕ ਮਲੇਰਕੋਟਲਾ ਦੇ ਦਫ਼ਤਰ, ਵਿਕਾਸ ਲਈ ਤਕਰੀਬਨ ਇਕ ਘੰਟਾ ਕੀਤੀ ਵਿਚਾਰ ਚਰਚਾ: [23, 1873, 557, 1944]
merit-story-text: ਮੋਰਿੰਡਾ 29 ਮਈ: ਸ੍ਰੀ ਵਿਸ਼ਵਕਰਮਾ ਸਭਾ ਰਜਿ. ਮੋਰਿੰਡਾ ਵੱਲੋਂ ਬਾਰ੍ਹਵੀਂ ਅਤੇ ਦਸਵੀਂ ਜਮਾਤ ਦੀ ਮੈਰਿਟ ਸੂਚੀ ਵਿੱਚ ਆਉਣ ਵਾਲੇ ਰਾਮਗੜ੍ਹੀਆ ਬਰਾਦਰੀ ਦੇ ਬੱਚਿਆਂ ਦਾ ਸਨਮਾਨ ਕੀਤਾ ਗਿਆ। ਸਭਾ ਦੇ ਪ੍ਰਧਾਨ ਨੇ ਬੱਚਿਆਂ ਨੂੰ ਵਧਾਈ ਦਿੰਦਿਆਂ ਕਿਹਾ ਕਿ ਇਹਨਾਂ ਬੱਚਿਆਂ ਨੇ ਪੂਰੀ ਬਰਾਦਰੀ ਦਾ ਨਾਂ ਰੌਸ਼ਨ ਕੀਤਾ ਹੈ। ਇਸ ਮੌਕੇ ਬੱਚਿਆਂ ਨੂੰ ਯਾਦਗਾਰੀ ਚਿੰਨ੍ਹ ਅਤੇ ਨਕਦ ਇਨਾਮ ਦਿੱਤੇ ਗਏ ਅਤੇ ਮਾਪਿਆਂ ਦਾ ਵੀ ਸਨਮਾਨ ਕੀਤਾ ਗਿਆ।: [1035, 1962, 1510, 2013]
right-section-title-bedakhli: ਬੇਦਖਲੀ: [1302, 68, 1359, 89]
khalsa-school-photo: [369, 586, 755, 798]
masthead-emblem-icon: [1168, 3, 1239, 58]
english-notice: I, Gurmohan Singh Mutneja S/o. Amarjeet Singh Mutneja R/o. 1-A, Sector No.4, Sua Road, Guru Gian Vihar, Jawaddi, Basant Avenue, Ludhiana declares that I Gurmohan Singh Mutneja and Gurmohan Singh is one and the same person. These names belongs to me.: [3, 1067, 359, 1119]
vehicle-transfer-notices: ਮੈਂ ਵਾਸੀ ਆਪਣੀ ਗੱਡੀ ਨੰਬਰ PB-10 ਦੀ ਮਾਲਕੀ ਤਬਦੀਲ ਕਰਵਾਉਣੀ ਚਾਹੁੰਦਾ ਹਾਂ। ਜੇਕਰ ਕਿਸੇ ਨੂੰ ਕੋਈ ਇਤਰਾਜ਼ ਹੋਵੇ ਤਾਂ 15 ਦਿਨਾਂ ਦੇ ਅੰਦਰ ਸੰਪਰਕ ਕਰੇ। ਮੈਂ ਵਾਸੀ ਪਿੰਡ ਰਜਿਸਟ੍ਰੇਸ਼ਨ ਨੰਬਰ ਪੀ.ਬੀ.-10 ਗੱਡੀ ਦੀ ਮਾਲਕੀ ਬਦਲਣ ਲਈ ਬਿਨੈ ਕਰ ਰਿਹਾ ਹਾਂ। ਉਜ਼ਰ ਵਾਲੇ ਸਬੰਧਿਤ ਦਫ਼ਤਰ ਨਾਲ ਸੰਪਰਕ ਕਰਨ। ਮੈਂ ਨਿਵਾਸੀ ਜ਼ਿਲ੍ਹਾ ਲੁਧਿਆਣਾ ਆਪਣੀ ਗੱਡੀ ਦੀ ਮਾਲਕੀ ਆਪਣੇ ਨਾਮ ਕਰਵਾਉਣਾ ਚਾਹੁੰਦਾ ਹਾਂ। ਕਿਸੇ ਨੂੰ ਇਤਰਾਜ਼ ਹੋਵੇ ਤਾਂ ਦਫ਼ਤਰ ਵਿਖੇ ਸੰਪਰਕ ਕਰੇ।: [3, 1170, 359, 1255]
minister-story-text-mid: ਇਸ ਮੌਕੇ ਵਿਧਾਇਕ ਨੇ ਕੈਬਨਿਟ ਮੰਤਰੀ ਨੂੰ ਹਲਕੇ ਦੀਆਂ ਵੱਖ ਵੱਖ ਮੰਗਾਂ ਤੋਂ ਜਾਣੂ ਕਰਵਾਇਆ। ਮੰਤਰੀ ਨੇ ਭਰੋਸਾ ਦਿਵਾਇਆ ਕਿ ਸਾਰੇ ਕੰਮ ਪਹਿਲ ਦੇ ਆਧਾਰ ਉੱਤੇ ਕੀਤੇ ਜਾਣਗੇ। ਉਹਨਾਂ ਕਿਹਾ ਕਿ ਪੰਜਾਬ ਸਰਕਾਰ ਹਰ ਹਲਕੇ ਦੇ ਬਰਾਬਰ ਵਿਕਾਸ ਲਈ ਵਚਨਬੱਧ ਹੈ। ਇਸ ਮੌਕੇ ਪਾਰਟੀ ਦੇ ਆਗੂ ਅਤੇ ਵਰਕਰ ਵੀ ਹਾਜ਼ਰ ਸਨ।: [164, 1966, 298, 2085]
bibiyan-text-right: ਕਥਾਵਾਚਕ ਨੇ ਸੰਗਤਾਂ ਨੂੰ ਗੁਰਬਾਣੀ ਨਾਲ ਜੁੜਨ ਦੀ ਪ੍ਰੇਰਨਾ ਦਿੱਤੀ ਅਤੇ ਕਿਹਾ ਕਿ ਸੁਖਮਨੀ ਸਾਹਿਬ ਦਾ ਪਾਠ ਮਨ ਨੂੰ ਸ਼ਾਂਤੀ ਦਿੰਦਾ ਹੈ। ਸਮਾਗਮ ਦੇ ਅੰਤ ਵਿੱਚ ਗੁਰੂ ਕਾ ਲੰਗਰ ਅਤੁੱਟ ਵਰਤਾਇਆ ਗਿਆ। ਪ੍ਰਬੰਧਕਾਂ ਵੱਲੋਂ ਸਹਿਯੋਗ ਦੇਣ ਵਾਲੀਆਂ ਬੀਬੀਆਂ ਦਾ ਸਿਰੋਪਾਓ ਦੇ ਕੇ ਸਨਮਾਨ ਕੀਤਾ ਗਿਆ।: [622, 1095, 755, 1200]
lead-headline-block: [369, 71, 1142, 134]
cadre-story-text: ਲੁਧਿਆਣਾ 29 ਮਈ: ਮਾਸਟਰ ਕੇਡਰ ਯੂਨੀਅਨ ਲੁਧਿਆਣਾ ਦੀ ਇੱਕ ਅਹਿਮ ਮੀਟਿੰਗ ਜ਼ਿਲ੍ਹਾ ਪ੍ਰਧਾਨ ਦੀ ਅਗਵਾਈ ਹੇਠ ਹੋਈ ਜਿਸ ਵਿੱਚ ਅਧਿਆਪਕਾਂ ਦੇ ਭਖਦੇ ਮਸਲਿਆਂ ਬਾਰੇ ਵਿਚਾਰ ਚਰਚਾ ਕੀਤੀ ਗਈ। ਆਗੂਆਂ ਨੇ ਕਿਹਾ ਕਿ ਤਰੱਕੀਆਂ ਦੇ ਮਾਮਲੇ ਲੰਮੇ ਸਮੇਂ ਤੋਂ ਲਟਕ ਰਹੇ ਹਨ ਅਤੇ ਵਿਭਾਗ ਨੂੰ ਇਹਨਾਂ ਦਾ ਜਲਦੀ ਹੱਲ ਕਰਨਾ ਚਾਹੀਦਾ ਹੈ। ਮੀਟਿੰਗ ਵਿੱਚ ਫ਼ੈਸਲਾ ਕੀਤਾ ਗਿਆ ਕਿ ਮੰਗਾਂ ਸੰਬੰਧੀ ਮੰਗ ਪੱਤਰ ਜ਼ਿਲ੍ਹਾ ਸਿੱਖਿਆ ਅਫ਼ਸਰ ਨੂੰ ਸੌਂਪਿਆ ਜਾਵੇਗਾ। ਆਗੂਆਂ ਨੇ ਕਿਹਾ ਕਿ ਜੇਕਰ ਮੰਗਾਂ ਨਾ ਮੰਨੀਆਂ ਗਈਆਂ ਤਾਂ ਸੰਘਰਸ਼ ਤੇਜ਼ ਕੀਤਾ ਜਾਵੇਗਾ। ਇਸ ਮੌਕੇ ਵੱਡੀ ਗਿਣਤੀ ਵਿੱਚ ਅਧਿਆਪਕ ਹਾਜ਼ਰ ਸਨ।: [585, 2094, 1026, 2159]
khalsa-headline-block: [369, 547, 755, 583]
board-headline-block: [369, 1507, 1142, 1594]
lead-story-text: ਨੌਜਵਾਨ ਭਾਰਤ ਸਭਾ, ਐਸ.ਐਫ.ਆਈ, ਜਮਹੂਰੀ ਅਧਿਕਾਰ ਸਭਾ ਅਤੇ ਹੋਰ ਜਥੇਬੰਦੀਆਂ ਵੱਲੋਂ ਸ਼ਹਿਰ ਵਿੱਚ ਰੋਸ ਪ੍ਰਦਰਸ਼ਨ ਕੀਤਾ ਗਿਆ। ਮਈ 29 ਨੂੰ ਜੰਤਰ ਮੰਤਰ ਵਿਖੇ ਧਰਨਾ ਦੇ ਰਹੀਆਂ ਪਹਿਲਵਾਨ ਕੁੜੀਆਂ ਨਾਲ ਦਿੱਲੀ ਪੁਲਿਸ ਵੱਲੋਂ ਕੀਤੇ ਵਿਵਹਾਰ ਦੀ ਨਿਖੇਧੀ ਕੀਤੀ ਗਈ। ਬੁਲਾਰਿਆਂ ਨੇ ਕਿਹਾ ਕਿ ਨਵੇਂ ਸੰਸਦ ਭਵਨ ਦੇ ਉਦਘਾਟਨ ਮੌਕੇ ਲੋਕਤੰਤਰ ਦਾ ਘਾਣ ਕੀਤਾ ਗਿਆ।: [369, 141, 575, 219]
board-officials-photo: [755, 1723, 977, 1851]
column-divider: [580, 1865, 581, 2409]
bedakhli-radd-notices: ਮੈਂ ਵਾਸੀ ਆਪਣੇ ਪੁੱਤਰ ਨੂੰ ਮਿਤੀ 09-04-2015 ਨੂੰ ਅਖਬਾਰ ਵਿੱਚ ਕੀਤੀ ਬੇਦਖਲੀ ਨੂੰ ਰੱਦ ਕਰਦਾ ਹਾਂ। ਹੁਣ ਉਹ ਮੇਰੀ ਜਾਇਦਾਦ ਦਾ ਹੱਕਦਾਰ ਹੋਵੇਗਾ। ਮੈਂ ਨਿਵਾਸੀ ਮਕਾਨ ਨੰਬਰ 12841 ਗਲੀ ਨੰਬਰ 20 ਲੁਧਿਆਣਾ ਆਪਣੇ ਪੁੱਤਰ ਦੀ ਬੇਦਖਲੀ ਰੱਦ ਕਰਦਾ ਹਾਂ। ਹੁਣ ਉਹ ਮੇਰੀ ਜਾਇਦਾਦ ਦਾ ਵਾਰਸ ਹੈ। ਮੈਂ ਵਾਸੀ ਮਕਾਨ ਨੰਬਰ ਮਿਤੀ 18-08-2018 ਨੂੰ ਕੀਤੀ ਗਈ ਬੇਦਖਲੀ ਨੂੰ ਰੱਦ ਕਰਦਾ ਹਾਂ ਅਤੇ ਆਪਣੇ ਪੁੱਤਰ ਨੂੰ ਜਾਇਦਾਦ ਵਿੱਚ ਮੁੜ ਸ਼ਾਮਲ ਕਰਦਾ ਹਾਂ। ਅਸੀਂ ਵਾਸੀ ਪਿੰਡ ਆਪਣੇ ਪੁੱਤਰ ਦੀ ਕੀਤੀ ਬੇਦਖਲੀ ਰੱਦ ਕਰਦੇ ਹਾਂ। ਹੁਣ ਉਹ ਸਾਡੀ ਚੱਲ ਅਤੇ ਅਚੱਲ ਜਾਇਦਾਦ ਦਾ ਹੱਕਦਾਰ ਹੋਵੇਗਾ।: [3, 1479, 359, 1594]
writer-portrait-photo: [893, 659, 1012, 806]
masthead-tagline: A Leading Punjabi Daily: [1361, 2, 1492, 14]
speaker-portrait-photo: [500, 1143, 618, 1300]
punjabi-news-text-right: ਉਹਨਾਂ ਕਿਹਾ ਕਿ ਆਕਾਸ਼ਵਾਣੀ ਅਤੇ ਦੂਰਦਰਸ਼ਨ ਤੋਂ ਪੰਜਾਬੀ ਖ਼ਬਰਾਂ ਦਾ ਪ੍ਰਸਾਰਣ ਰੋਕਣਾ ਪੰਜਾਬੀਆਂ ਦੇ ਹੱਕਾਂ ਉੱਤੇ ਡਾਕਾ ਹੈ। ਉਹਨਾਂ ਮੰਗ ਕੀਤੀ ਕਿ ਇਹ ਫ਼ੈਸਲਾ ਤੁਰੰਤ ਵਾਪਸ ਲਿਆ ਜਾਵੇ ਅਤੇ ਪੰਜਾਬੀ ਭਾਸ਼ਾ ਨੂੰ ਬਣਦਾ ਸਤਿਕਾਰ ਦਿੱਤਾ ਜਾਵੇ। ਉਹਨਾਂ ਸਾਰੀਆਂ ਪੰਜਾਬੀ ਸਾਹਿਤਕ ਸਭਾਵਾਂ ਨੂੰ ਇਸ ਵਿਰੁੱਧ ਆਵਾਜ਼ ਉਠਾਉਣ ਦੀ ਅਪੀਲ ਕੀਤੀ।: [1016, 628, 1142, 746]
bibiyan-headline: ਬੀਬੀਆਂ ਵੱਲੋਂ ਆਰੰਭੇ ਸੁਖਮਨੀ ਸਾਹਿਬ ਦੇ ਪਾਠਾਂ ਦੀ ਸਮਾਪਤੀ ਮੌਕੇ ਧਾਰਮਿਕ ਸਮਾਗਮ ਕਰਵਾਇਆ: [399, 1015, 724, 1059]
punjabi-news-headline: ਪੰਜਾਬੀ ਖ਼ਬਰਾਂ ਦਾ ਪ੍ਰਸਾਰਣ ਬੰਦ ਕਰਨਾ ਸੈਂਟਰ ਸਰਕਾਰ ਦਾ ਤਾਨਾਸ਼ਾਹੀ ਹੁਕਮ-ਦੱਦਾਹੂਰ: [764, 547, 1141, 592]
section-title-vehicle-transfer: ਵਹੀਕਲ ਟਰਾਂਸਫਰ: [3, 1144, 112, 1165]
cadre-headline-block: [585, 2018, 1026, 2089]
english-name-notices: [3, 939, 359, 1137]
aam-suchna-notices: ਮੈਂ ਵਿਦਿਆਰਥੀ ਪੁੱਤਰ ਵਾਸੀ ਮ.ਨੰ. 3635/15 ਪ੍ਰੀਤਮ ਗੁਰੂਨਾਨਕਪੁਰਾ ਲੁਧਿਆਣਾ ਜਾਣਕਾਰੀ ਦਿੰਦਾ ਹਾਂ ਕਿ ਮੇਰੀ ਮਾਰਕਸ਼ੀਟ ਗਵਾਚ ਗਈ ਹੈ। ਲੱਭਣ ਵਾਲਾ ਸੰਪਰਕ ਕਰੇ। ਮੈਂ ਵਾਸੀ ਪਿੰਡ ਤਹਿਸੀਲ ਜ਼ਿਲ੍ਹਾ ਸੂਚਿਤ ਕਰਦਾ ਹਾਂ ਕਿ ਮੇਰਾ ਨਾਮ ਕੁਝ ਦਸਤਾਵੇਜ਼ਾਂ ਵਿੱਚ ਵੱਖਰਾ ਦਰਜ ਹੈ। ਦੋਵੇਂ ਨਾਮ ਇੱਕ ਹੀ ਵਿਅਕਤੀ ਦੇ ਹਨ। ਮੈਂ ਗੁਰਵਿੰਦਰ ਸਿੰਘ (ਆਧਾਰ ਨੰਬਰ 7364 7434 7053) ਵਾਸੀ ਜਨਮ ਮਿਤੀ 22-09-1996 ਸੂਚਿਤ ਕਰਦਾ ਹਾਂ ਕਿ ਮੇਰਾ ਪਾਸਪੋਰਟ ਨੰਬਰ 0954 ਗੁੰਮ ਹੋ ਗਿਆ ਹੈ। ਮੈਂ ਵਾਸੀ ਪਿੰਡ ਜ਼ਿਲ੍ਹਾ ਲੁਧਿਆਣਾ ਜਾਣਕਾਰੀ ਦਿੰਦਾ ਹਾਂ ਕਿ ਮੇਰੀ ਗੱਡੀ ਦੀ ਆਰ.ਸੀ. ਨੰਬਰ 8/2233 ਗੁੰਮ ਹੋ ਗਈ ਹੈ।: [3, 590, 359, 705]
section-title-bedakhli: ਬੇਦਖਲੀ...: [3, 68, 76, 88]
